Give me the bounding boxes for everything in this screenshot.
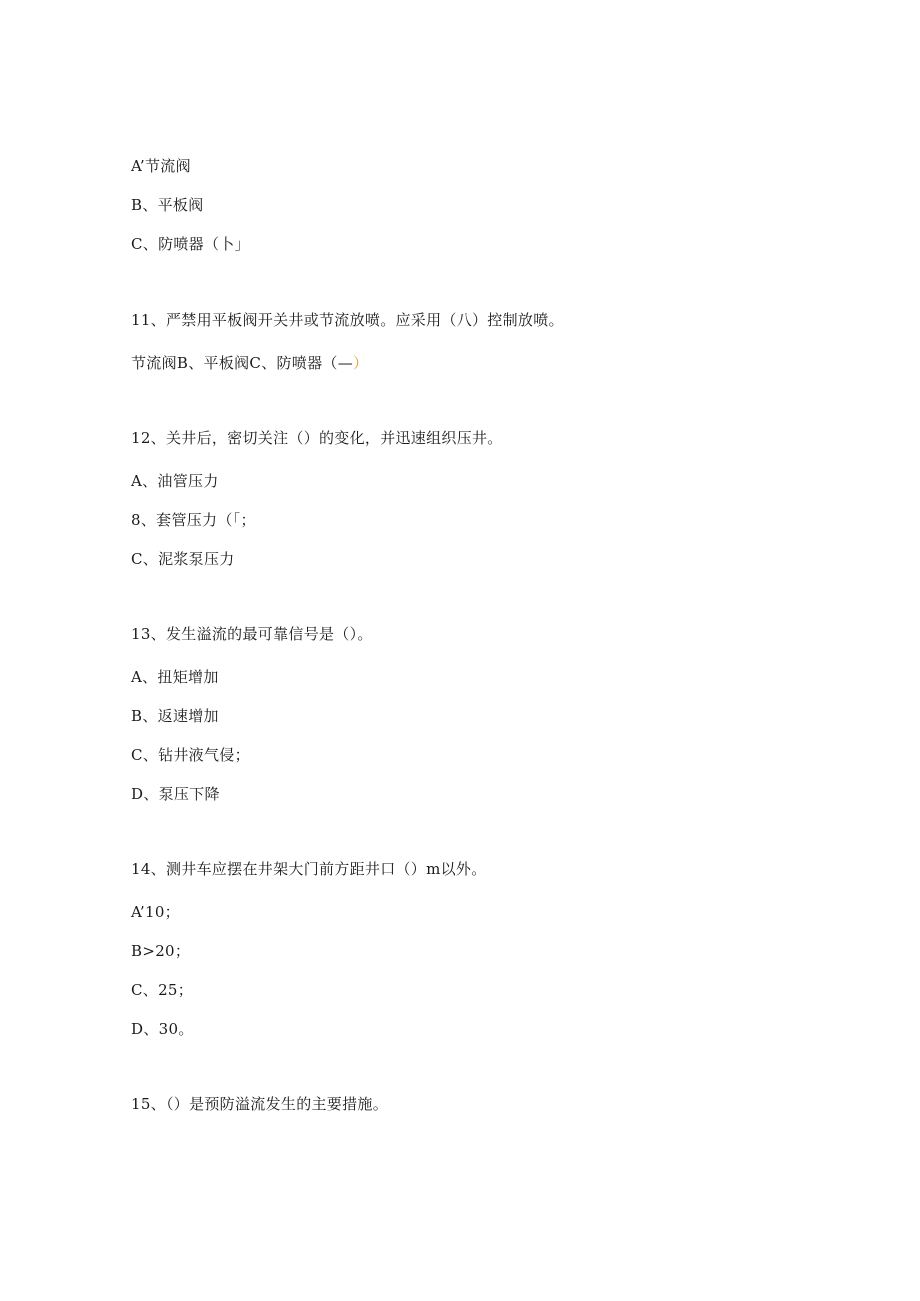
q14-question: 14、测井车应摆在井架大门前方距井口（）m以外。 bbox=[131, 860, 487, 878]
q15-question: 15、（）是预防溢流发生的主要措施。 bbox=[131, 1095, 388, 1113]
q14-option-c: C、25； bbox=[131, 981, 194, 999]
q13-option-a: A、扭矩增加 bbox=[131, 668, 219, 686]
q10-option-c: C、防喷器（卜」 bbox=[131, 235, 250, 253]
q13-question: 13、发生溢流的最可靠信号是（）。 bbox=[131, 625, 373, 643]
q10-option-b: B、平板阀 bbox=[131, 196, 204, 214]
q13-option-d: D、泵压下降 bbox=[131, 785, 220, 803]
q12-question: 12、关井后，密切关注（）的变化，并迅速组织压井。 bbox=[131, 429, 503, 447]
q10-option-a: A’节流阀 bbox=[131, 157, 191, 175]
q12-option-a: A、油管压力 bbox=[131, 472, 219, 490]
q12-option-b: 8、套管压力（「； bbox=[131, 511, 256, 529]
q14-option-d: D、30。 bbox=[131, 1020, 194, 1038]
q11-options bbox=[131, 353, 368, 373]
q11-options-text: 节流阀B、平板阀C、防喷器（— bbox=[131, 354, 354, 372]
q14-option-b: B>20； bbox=[131, 942, 191, 960]
q14-option-a: A’10； bbox=[131, 903, 180, 921]
q12-option-c: C、泥浆泵压力 bbox=[131, 550, 235, 568]
q13-option-b: B、返速增加 bbox=[131, 707, 219, 725]
q11-question: 11、严禁用平板阀开关井或节流放喷。应采用（八）控制放喷。 bbox=[131, 311, 564, 329]
q11-options-tail: ） bbox=[353, 354, 369, 372]
q13-option-c: C、钻井液气侵； bbox=[131, 746, 250, 764]
